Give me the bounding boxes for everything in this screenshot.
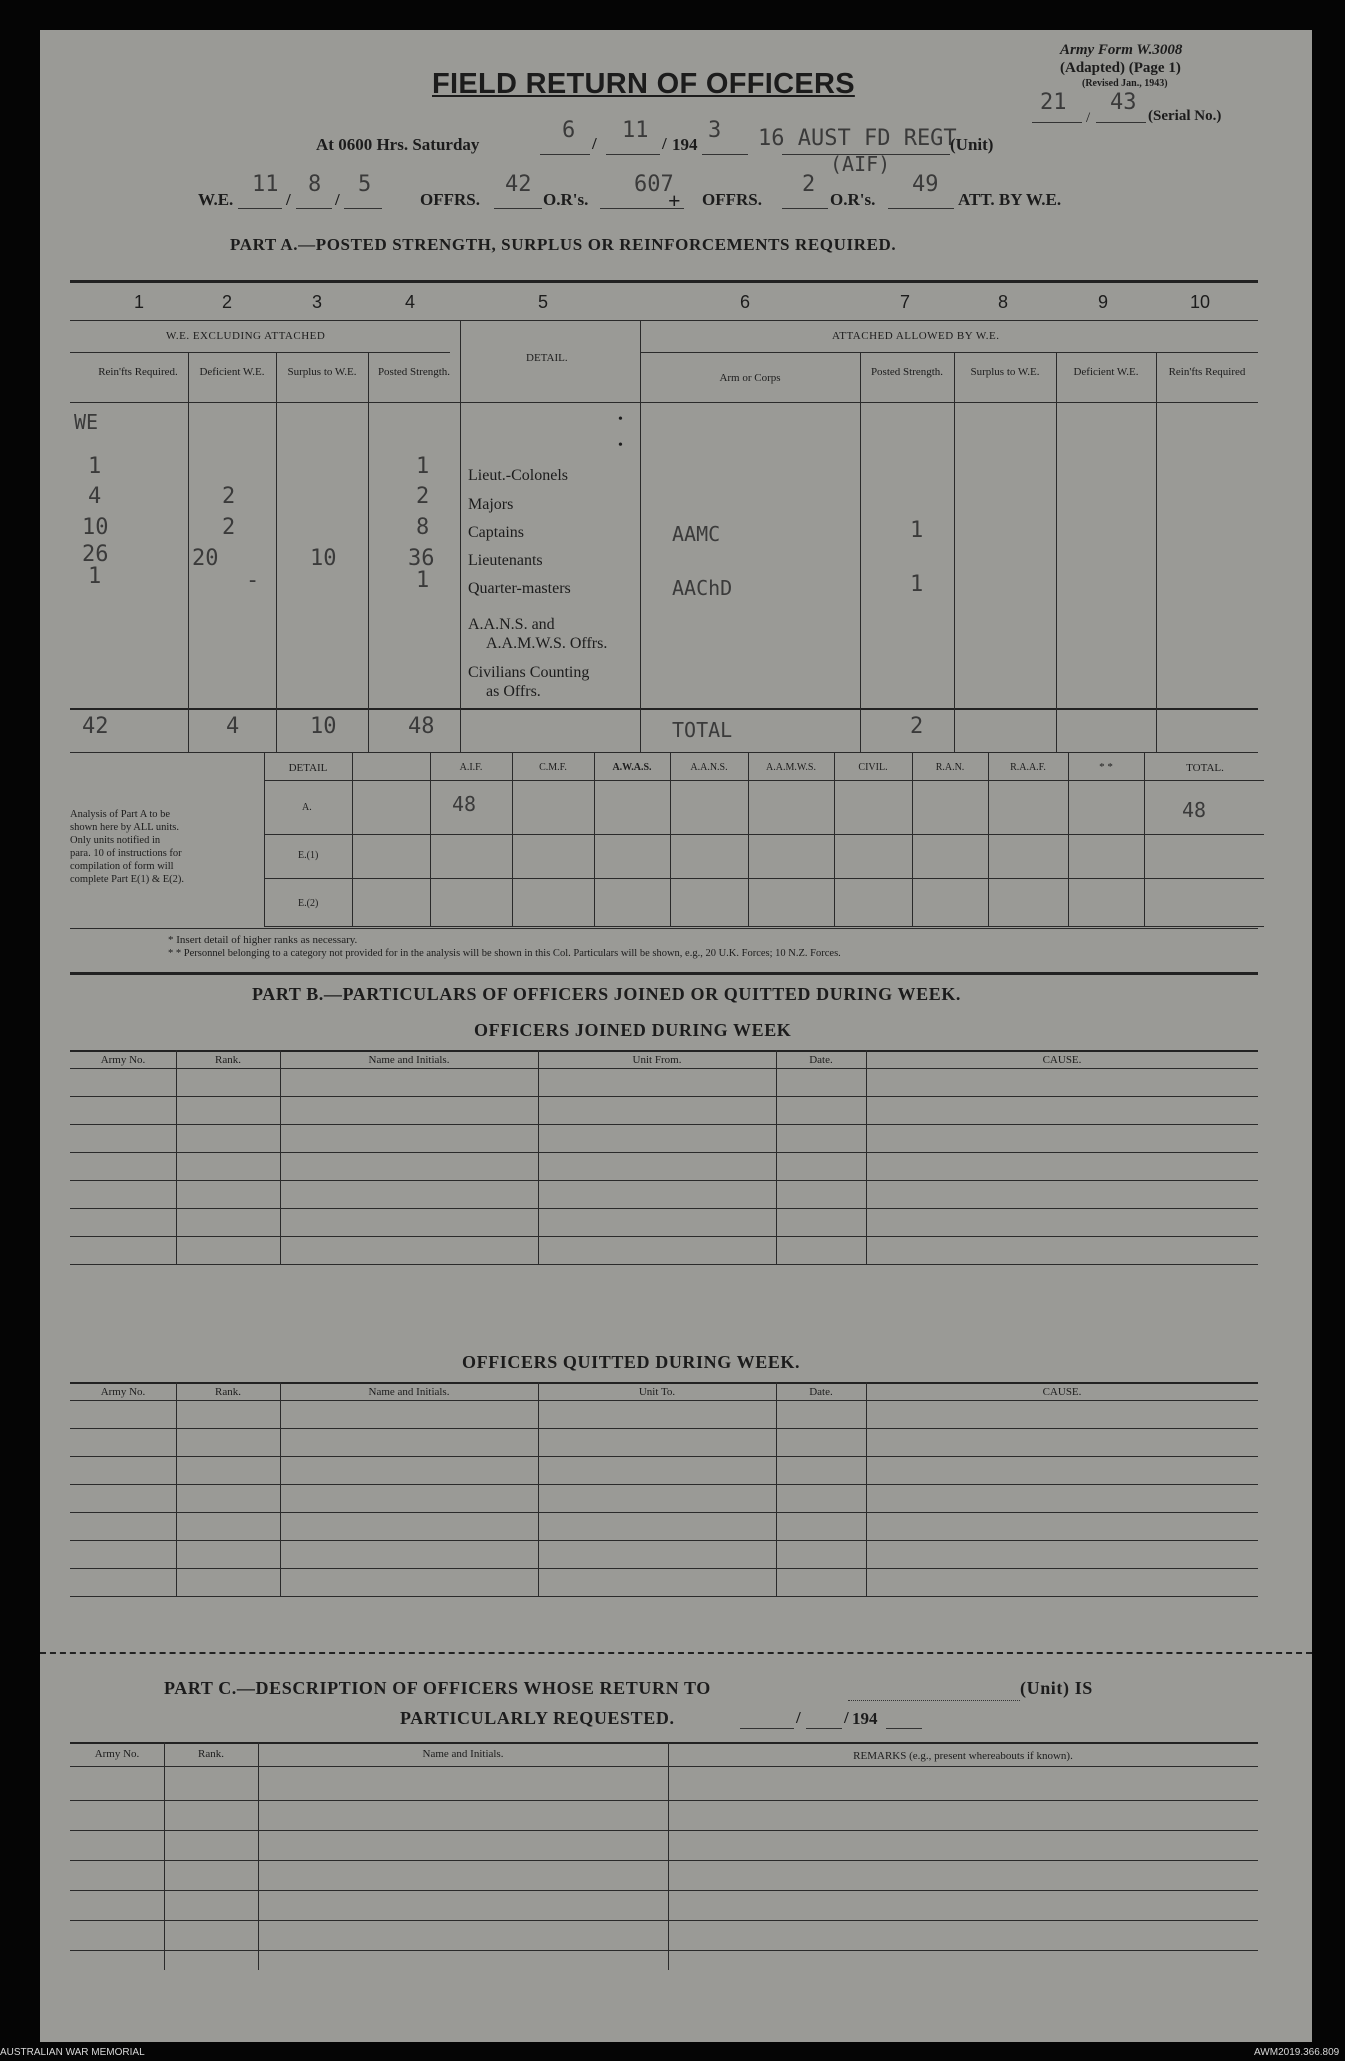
detail-civilians-2: as Offrs. [486, 683, 541, 700]
att-ors-label: O.R's. [830, 190, 876, 209]
col-num-7: 7 [900, 292, 911, 312]
col-num-8: 8 [998, 292, 1009, 312]
offrs-value: 42 [505, 172, 532, 197]
part-c-heading-unit: (Unit) IS [1020, 1678, 1093, 1698]
reinf-value: 10 [82, 515, 109, 540]
quitted-title: OFFICERS QUITTED DURING WEEK. [462, 1352, 801, 1372]
footnote-1: * Insert detail of higher ranks as necessary. [168, 934, 358, 946]
joined-hdr-rank: Rank. [215, 1054, 241, 1066]
deficient-value: 2 [222, 515, 236, 540]
posted-value: 8 [416, 515, 430, 540]
cut-line [40, 1652, 1312, 1654]
col-num-4: 4 [405, 292, 416, 312]
an-hdr-detail: DETAIL [288, 762, 328, 774]
total-att-posted: 2 [910, 714, 924, 739]
form-title: FIELD RETURN OF OFFICERS [432, 68, 855, 100]
an-a-total: 48 [1182, 798, 1207, 822]
total-deficient: 4 [226, 714, 240, 739]
col-num-3: 3 [312, 292, 323, 312]
total-reinf: 42 [82, 714, 109, 739]
part-c-year: 194 [852, 1709, 878, 1728]
total-posted: 48 [408, 714, 435, 739]
attached-arm-aamc: AAMC [672, 522, 721, 546]
hdr-arm-corps: Arm or Corps [719, 372, 781, 384]
plus-sign: + [668, 188, 681, 213]
date-day: 6 [562, 118, 576, 143]
detail-label: Quarter-masters [468, 580, 571, 597]
hdr-att-reinf: Rein'fts Required [1168, 366, 1246, 378]
quitted-hdr-date: Date. [809, 1386, 833, 1398]
form-paper: Army Form W.3008 (Adapted) (Page 1) (Revised Jan., 1943) 21 43 / (Serial No.) FIELD RETURN OF OFFICERS At 0600 Hrs. Saturday 6 / 11 / 194 3 16 AUST FD REGT (AIF) (Unit) W.E. 11 / 8 / 5 OFFRS. 42 O.R's. 607 + OFFRS. 2 O.R's. 49 ATT. BY W.E. PART A.—POSTED STRENGTH, SURPLUS OR REINFORCEMENTS REQUIRED. 1 2 3 4 5 6 7 8 9 10 W.E. EXCLUDING ATTACHED ATTACHED ALLOWED BY W.E. DETAIL. Rein'fts Required. Deficient W.E. Surplus to W.E. Posted Strength. Arm or Corps Posted Strength. Surplus to W.E. Deficient W.E. Rein'fts Required WE • • 1 1 Lieut.-Colonels 4 2 2 Majors 10 2 8 Captains 26 20 10 36 Lieutenants 1 - 1 Quarter-masters A.A.N.S. and A.A.M.W.S. Offrs. Civilians Counting as Offrs. AAMC 1 AAChD 1 42 4 10 48 TOTAL 2 Analysis of Part A to be shown here by ALL units. Only units notified in para. 10 of instructions for compilation of form will complete Part E(1) & E(2). DETAIL A.I.F. C.M.F. A.W.A.S. A.A.N.S. A.A.M.W.S. CIVIL. R.A.N. R.A.A.F. * * TOTAL. A. E.(1) E.(2) 48 48 * Insert detail of higher ranks as necessary. * * Personnel belonging to a category not provided for in the analysis will be shown in this Col. Particulars will be shown, e.g., 20 U.K. Forces; 10 N.Z. Forces. PART B.—PARTICULARS OF OFFICERS JOINED OR QUITTED DURING WEEK. OFFICERS JOINED DURING WEEK Army No. Rank. Name and Initials. Unit From. Date. CAUSE. OFFICERS QUITTED DURING WEEK. Army No. Rank. Name and Initials. Unit To. Date. CAUSE. PART C.—DESCRIPTION OF OFFICERS WHOSE RETURN TO (Unit) IS PARTICULARLY REQUESTED. / / 194 Army No. Rank. Name and Initials. REMARKS (e.g., present whereabouts if known). [40, 30, 1312, 2042]
we-b: 8 [308, 172, 322, 197]
an-hdr-civil: CIVIL. [858, 762, 888, 773]
note-line: shown here by ALL units. [70, 822, 179, 833]
hdr-surplus: Surplus to W.E. [287, 366, 357, 378]
att-label: ATT. BY W.E. [958, 190, 1062, 209]
col-num-2: 2 [222, 292, 233, 312]
part-c-heading-a: PART C.—DESCRIPTION OF OFFICERS WHOSE RETURN TO [164, 1678, 711, 1698]
part-b-heading: PART B.—PARTICULARS OF OFFICERS JOINED OR QUITTED DURING WEEK. [252, 984, 962, 1004]
detail-label: Captains [468, 524, 524, 541]
total-surplus: 10 [310, 714, 337, 739]
serial-a: 21 [1040, 90, 1067, 115]
an-hdr-aamws: A.A.M.W.S. [766, 762, 816, 773]
group-we-excluding: W.E. EXCLUDING ATTACHED [166, 330, 326, 342]
an-hdr-cmf: C.M.F. [539, 762, 567, 773]
form-id-line2: (Adapted) (Page 1) [1060, 60, 1181, 76]
part-a-heading: PART A.—POSTED STRENGTH, SURPLUS OR REINFORCEMENTS REQUIRED. [230, 235, 897, 254]
we-c: 5 [358, 172, 372, 197]
attached-posted-aamc: 1 [910, 518, 924, 543]
an-row-a: A. [302, 802, 312, 813]
we-a: 11 [252, 172, 279, 197]
note-line: Analysis of Part A to be [70, 809, 171, 820]
col-num-1: 1 [134, 292, 145, 312]
we-mark: WE [74, 410, 99, 434]
reinf-value: 1 [88, 454, 102, 479]
joined-hdr-cause: CAUSE. [1042, 1054, 1082, 1066]
col-num-6: 6 [740, 292, 751, 312]
year-digit: 3 [708, 118, 722, 143]
group-attached: ATTACHED ALLOWED BY W.E. [832, 330, 1000, 342]
detail-label: Lieutenants [468, 552, 543, 569]
joined-hdr-army-no: Army No. [100, 1054, 146, 1066]
an-hdr-other: * * [1099, 761, 1113, 773]
joined-hdr-date: Date. [809, 1054, 833, 1066]
col-num-5: 5 [538, 292, 549, 312]
quitted-hdr-name: Name and Initials. [368, 1386, 450, 1398]
attached-posted-aachd: 1 [910, 572, 924, 597]
col-num-10: 10 [1190, 292, 1211, 312]
footer-catalogue-id: AWM2019.366.809 [1254, 2047, 1340, 2058]
unit-value: 16 AUST FD REGT [758, 126, 957, 151]
posted-value: 1 [416, 568, 430, 593]
an-row-e2: E.(2) [298, 898, 319, 909]
quitted-hdr-rank: Rank. [215, 1386, 241, 1398]
an-hdr-ran: R.A.N. [935, 762, 965, 773]
form-id-line3: (Revised Jan., 1943) [1082, 78, 1168, 89]
note-line: para. 10 of instructions for [70, 848, 182, 859]
hdr-deficient: Deficient W.E. [199, 366, 265, 378]
partc-hdr-rank: Rank. [198, 1748, 224, 1760]
joined-hdr-unit-from: Unit From. [632, 1054, 682, 1066]
offrs-label: OFFRS. [420, 190, 480, 209]
form-id-line1: Army Form W.3008 [1060, 42, 1183, 58]
att-offrs-label: OFFRS. [702, 190, 762, 209]
part-c-heading-b: PARTICULARLY REQUESTED. [400, 1708, 675, 1728]
year-prefix: 194 [672, 135, 698, 154]
hdr-att-surplus: Surplus to W.E. [970, 366, 1040, 378]
footnote-2: * * Personnel belonging to a category not provided for in the analysis will be shown in this Col. Particulars will be shown, e.g., 20 U.K. Forces; 10 N.Z. Forces. [168, 948, 841, 959]
attached-arm-aachd: AAChD [672, 576, 733, 600]
bullet-1: • [618, 412, 623, 427]
an-hdr-awas: A.W.A.S. [612, 762, 652, 773]
serial-label: (Serial No.) [1148, 108, 1222, 124]
ors-label: O.R's. [543, 190, 589, 209]
an-hdr-aif: A.I.F. [459, 762, 483, 773]
joined-hdr-name: Name and Initials. [368, 1054, 450, 1066]
note-line: complete Part E(1) & E(2). [70, 874, 185, 885]
detail-aans-1: A.A.N.S. and [468, 616, 555, 633]
quitted-hdr-army-no: Army No. [100, 1386, 146, 1398]
detail-aans-2: A.A.M.W.S. Offrs. [486, 635, 608, 652]
detail-header: DETAIL. [526, 352, 568, 364]
an-row-e1: E.(1) [298, 850, 319, 861]
detail-civilians-1: Civilians Counting [468, 664, 590, 681]
detail-label: Lieut.-Colonels [468, 467, 568, 484]
quitted-hdr-unit-to: Unit To. [638, 1386, 676, 1398]
posted-value: 2 [416, 484, 430, 509]
deficient-value: 2 [222, 484, 236, 509]
joined-title: OFFICERS JOINED DURING WEEK [474, 1020, 792, 1040]
we-label: W.E. [198, 190, 234, 209]
reinf-value: 1 [88, 564, 102, 589]
partc-hdr-remarks: REMARKS (e.g., present whereabouts if known). [853, 1750, 1073, 1762]
col-num-9: 9 [1098, 292, 1109, 312]
note-line: Only units notified in [70, 835, 161, 846]
partc-hdr-name: Name and Initials. [422, 1748, 504, 1760]
reinf-value: 4 [88, 484, 102, 509]
unit-label: (Unit) [950, 135, 994, 154]
deficient-value: 20 [192, 546, 219, 571]
reinf-value: 26 [82, 542, 109, 567]
an-hdr-aans: A.A.N.S. [690, 762, 728, 773]
an-hdr-raaf: R.A.A.F. [1010, 762, 1046, 773]
bullet-2: • [618, 438, 623, 453]
an-hdr-total: TOTAL. [1186, 762, 1224, 774]
date-month: 11 [622, 118, 649, 143]
quitted-hdr-cause: CAUSE. [1042, 1386, 1082, 1398]
hdr-reinf-required: Rein'fts Required. [98, 366, 178, 378]
an-a-aif: 48 [452, 792, 477, 816]
detail-label: Majors [468, 496, 514, 513]
hdr-att-posted: Posted Strength. [870, 366, 944, 378]
hdr-posted: Posted Strength. [377, 366, 451, 378]
analysis-note [70, 808, 260, 886]
surplus-value: 10 [310, 546, 337, 571]
ors-value: 607 [634, 172, 674, 197]
footer-archive-name: AUSTRALIAN WAR MEMORIAL [0, 2047, 145, 2058]
att-ors-value: 49 [912, 172, 939, 197]
note-line: compilation of form will [70, 861, 174, 872]
partc-hdr-army-no: Army No. [94, 1748, 140, 1760]
deficient-value: - [246, 568, 260, 593]
att-offrs-value: 2 [802, 172, 816, 197]
total-label: TOTAL [672, 718, 733, 742]
serial-b: 43 [1110, 90, 1137, 115]
posted-value: 36 [408, 546, 435, 571]
unit-value2: (AIF) [830, 152, 891, 176]
posted-value: 1 [416, 454, 430, 479]
at-label: At 0600 Hrs. Saturday [316, 135, 480, 154]
hdr-att-deficient: Deficient W.E. [1073, 366, 1139, 378]
